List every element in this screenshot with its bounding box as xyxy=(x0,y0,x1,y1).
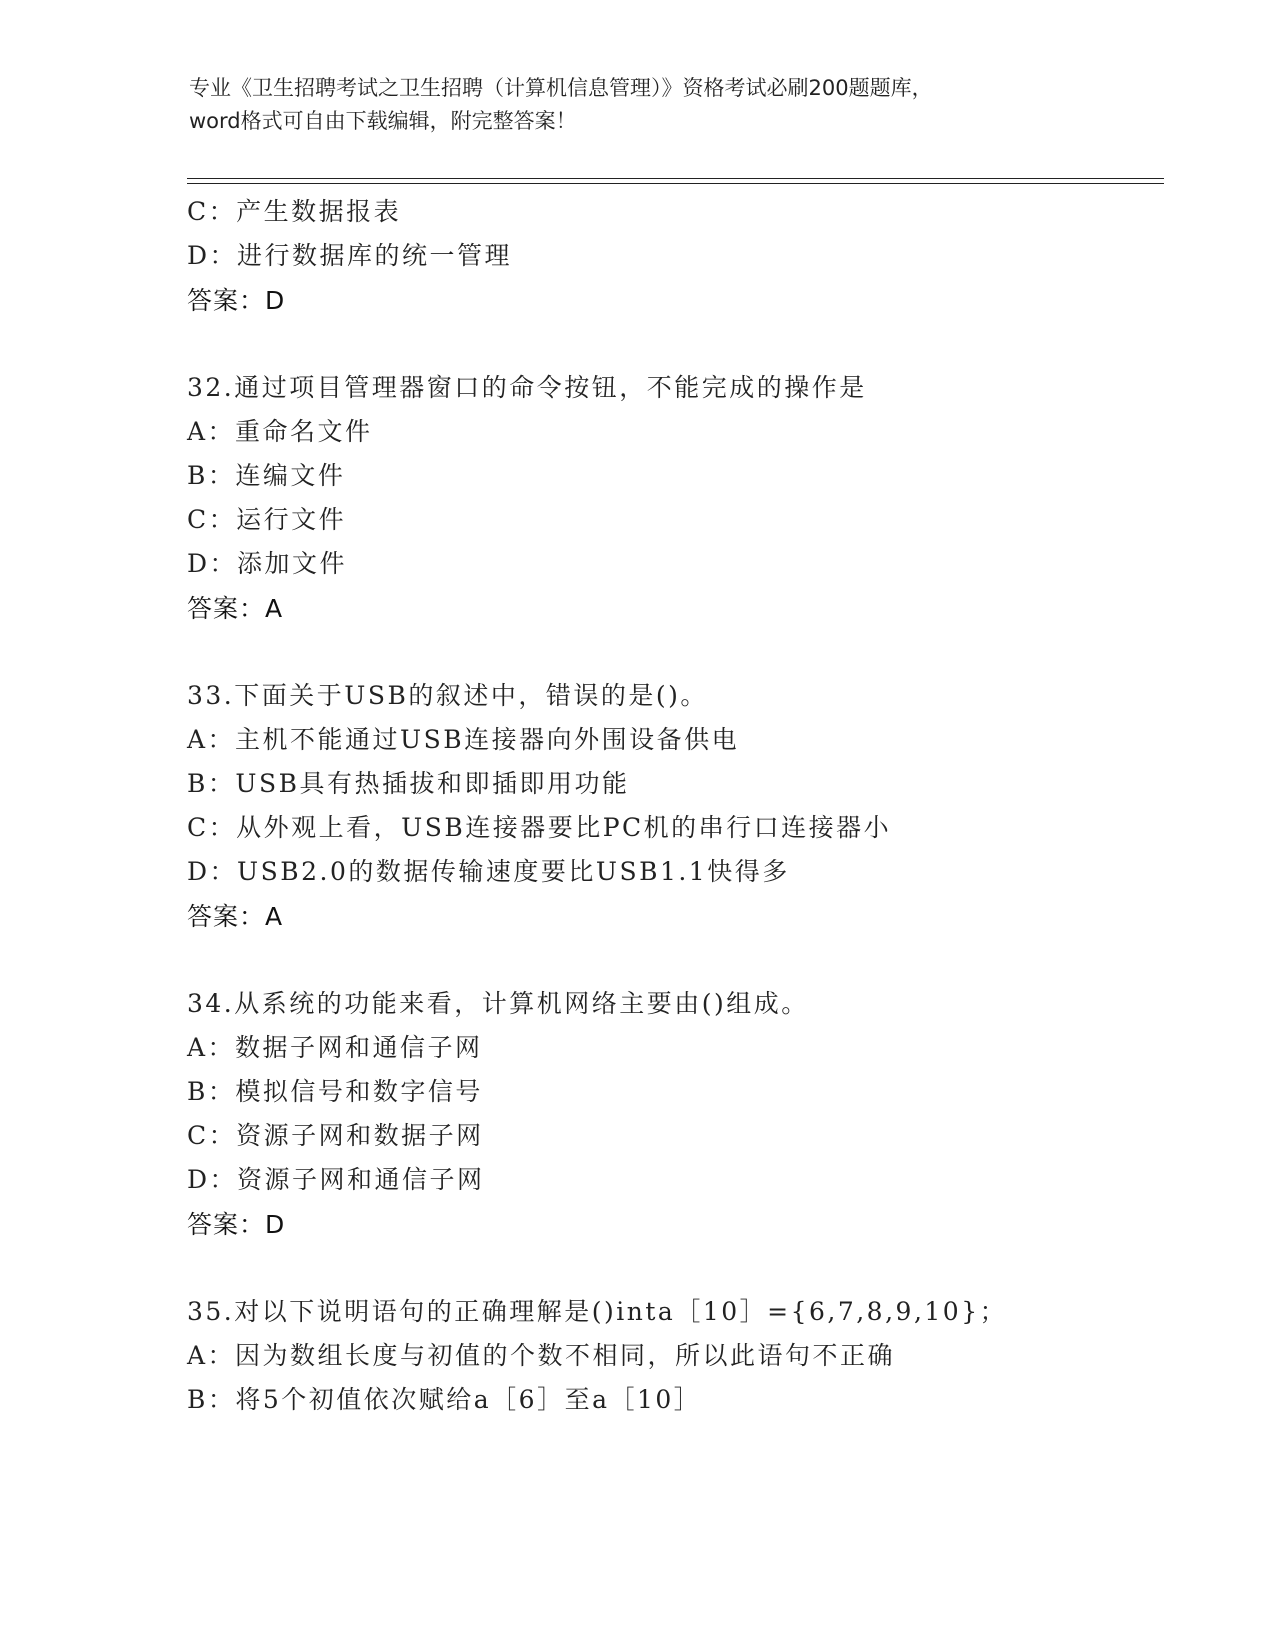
q31-answer: 答案：D xyxy=(187,286,286,315)
header-divider-bottom xyxy=(187,183,1164,184)
q34-option-b: B：模拟信号和数字信号 xyxy=(187,1077,483,1106)
q35-question: 35.对以下说明语句的正确理解是()inta［10］={6,7,8,9,10}； xyxy=(187,1297,1008,1326)
q33-option-c: C：从外观上看，USB连接器要比PC机的串行口连接器小 xyxy=(187,813,892,842)
q31-option-d: D：进行数据库的统一管理 xyxy=(187,241,513,270)
q34-option-d: D：资源子网和通信子网 xyxy=(187,1165,485,1194)
q33-question: 33.下面关于USB的叙述中，错误的是()。 xyxy=(187,681,708,710)
header-title-line2: word格式可自由下载编辑，附完整答案！ xyxy=(189,109,577,133)
q35-option-b: B：将5个初值依次赋给a［6］至a［10］ xyxy=(187,1385,702,1414)
q32-answer: 答案：A xyxy=(187,594,284,623)
q34-option-a: A：数据子网和通信子网 xyxy=(187,1033,483,1062)
q33-answer: 答案：A xyxy=(187,902,284,931)
q32-question: 32.通过项目管理器窗口的命令按钮，不能完成的操作是 xyxy=(187,373,867,402)
q32-option-d: D：添加文件 xyxy=(187,549,348,578)
q33-option-d: D：USB2.0的数据传输速度要比USB1.1快得多 xyxy=(187,857,790,886)
q33-option-a: A：主机不能通过USB连接器向外围设备供电 xyxy=(187,725,740,754)
q34-option-c: C：资源子网和数据子网 xyxy=(187,1121,484,1150)
q31-option-c: C：产生数据报表 xyxy=(187,197,402,226)
q34-question: 34.从系统的功能来看，计算机网络主要由()组成。 xyxy=(187,989,809,1018)
q33-option-b: B：USB具有热插拔和即插即用功能 xyxy=(187,769,630,798)
q32-option-c: C：运行文件 xyxy=(187,505,347,534)
q34-answer: 答案：D xyxy=(187,1210,286,1239)
q35-option-a: A：因为数组长度与初值的个数不相同，所以此语句不正确 xyxy=(187,1341,896,1370)
header-title-line1: 专业《卫生招聘考试之卫生招聘（计算机信息管理）》资格考试必刷200题题库， xyxy=(189,76,933,100)
q32-option-b: B：连编文件 xyxy=(187,461,346,490)
q32-option-a: A：重命名文件 xyxy=(187,417,373,446)
document-header xyxy=(189,72,1129,138)
header-divider-top xyxy=(187,178,1164,179)
